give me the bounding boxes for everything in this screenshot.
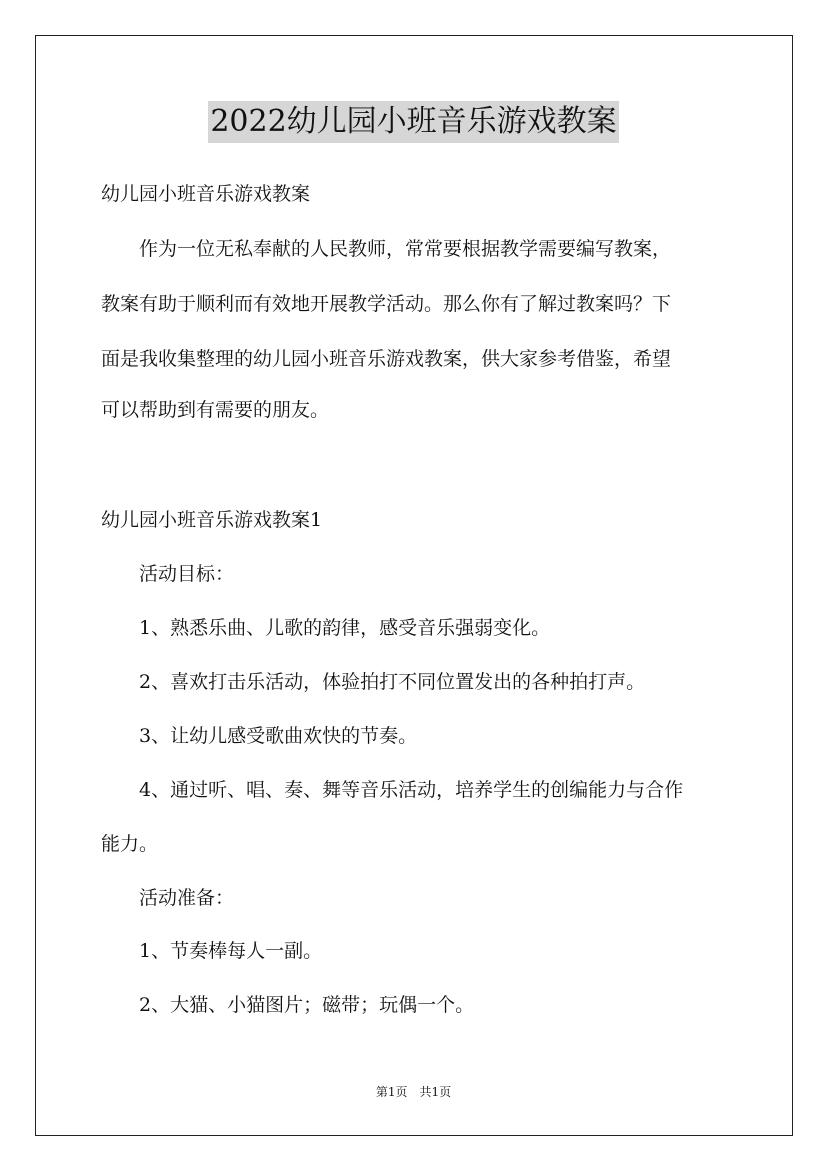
list-item: 1、熟悉乐曲、儿歌的韵律，感受音乐强弱变化。 bbox=[101, 617, 551, 639]
list-item: 2、喜欢打击乐活动，体验拍打不同位置发出的各种拍打声。 bbox=[101, 671, 646, 693]
paragraph-line: 可以帮助到有需要的朋友。 bbox=[101, 399, 330, 421]
document-title: 2022幼儿园小班音乐游戏教案 bbox=[208, 101, 618, 143]
list-item: 1、节奏棒每人一副。 bbox=[101, 940, 323, 962]
subheading-goals: 活动目标： bbox=[101, 563, 235, 585]
list-item-continuation: 能力。 bbox=[101, 833, 159, 855]
paragraph-line: 作为一位无私奉献的人民教师，常常要根据教学需要编写教案， bbox=[101, 238, 672, 260]
paragraph-line: 面是我收集整理的幼儿园小班音乐游戏教案，供大家参考借鉴，希望 bbox=[101, 348, 672, 370]
section-heading-intro: 幼儿园小班音乐游戏教案 bbox=[101, 183, 311, 205]
page-footer: 第1页 共1页 bbox=[375, 1085, 452, 1099]
list-item: 3、让幼儿感受歌曲欢快的节奏。 bbox=[101, 725, 418, 747]
paragraph-line: 教案有助于顺利而有效地开展教学活动。那么你有了解过教案吗？下 bbox=[101, 293, 672, 315]
list-item: 4、通过听、唱、奏、舞等音乐活动，培养学生的创编能力与合作 bbox=[101, 779, 684, 801]
list-item: 2、大猫、小猫图片；磁带；玩偶一个。 bbox=[101, 994, 475, 1016]
title-container bbox=[0, 101, 827, 143]
section-heading-lesson-1: 幼儿园小班音乐游戏教案1 bbox=[101, 509, 323, 531]
subheading-preparation: 活动准备： bbox=[101, 887, 235, 909]
